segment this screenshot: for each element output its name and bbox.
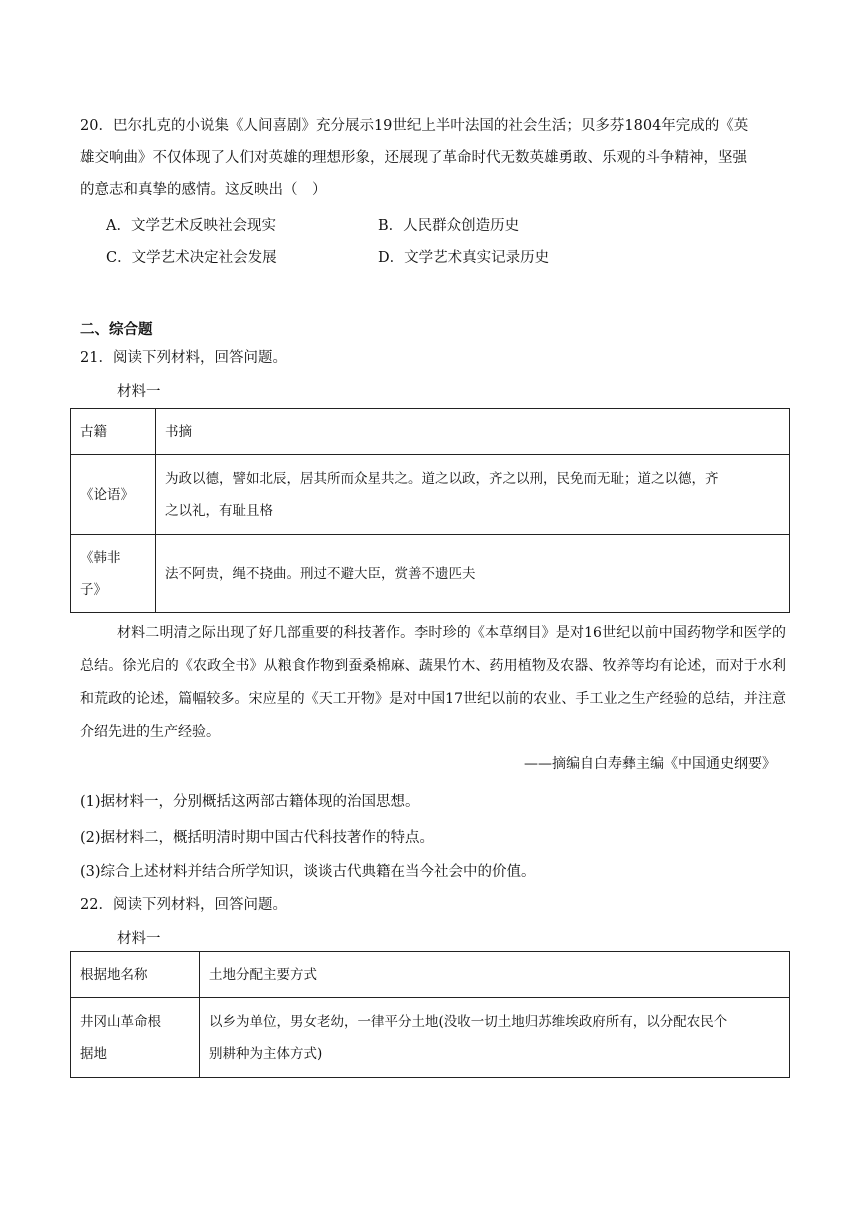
table-row bbox=[71, 952, 790, 998]
q21-subquestion-2: (2)据材料二，概括明清时期中国古代科技著作的特点。 bbox=[80, 830, 435, 846]
policy-line: 以乡为单位，男女老幼，一律平分土地(没收一切土地归苏维埃政府所有，以分配农民个 bbox=[209, 1013, 728, 1030]
options-row-1 bbox=[106, 210, 706, 242]
q21-material-1-table bbox=[70, 408, 790, 613]
question-22-head: 22．阅读下列材料，回答问题。 bbox=[80, 897, 287, 913]
name-line: 井冈山革命根 bbox=[80, 1013, 161, 1030]
table-cell-excerpt bbox=[156, 455, 790, 535]
excerpt-line: 为政以德，譬如北辰，居其所而众星共之。道之以政，齐之以刑，民免而无耻；道之以德，齐 bbox=[165, 470, 719, 487]
question-20-stem bbox=[80, 110, 785, 206]
option-d[interactable]: D．文学艺术真实记录历史 bbox=[378, 250, 550, 266]
table-cell-book bbox=[71, 535, 156, 613]
section-title: 二、综合题 bbox=[80, 322, 153, 338]
q20-line-3: 的意志和真挚的感情。这反映出（ ） bbox=[80, 182, 327, 198]
question-21-head: 21．阅读下列材料，回答问题。 bbox=[80, 350, 287, 366]
table-cell-base-name bbox=[71, 998, 200, 1078]
q21-source-citation: ——摘编自白寿彝主编《中国通史纲要》 bbox=[524, 756, 776, 772]
options-row-2 bbox=[106, 242, 706, 274]
q22-material-1-table bbox=[70, 951, 790, 1078]
q20-line-1: 20．巴尔扎克的小说集《人间喜剧》充分展示19世纪上半叶法国的社会生活；贝多芬1804年完成的《英 bbox=[80, 118, 749, 134]
table-cell-excerpt: 法不阿贵，绳不挠曲。刑过不避大臣，赏善不遗匹夫 bbox=[156, 535, 790, 613]
q21-subquestion-1: (1)据材料一，分别概括这两部古籍体现的治国思想。 bbox=[80, 794, 420, 810]
excerpt-line: 之以礼，有耻且格 bbox=[165, 502, 273, 519]
option-c[interactable]: C．文学艺术决定社会发展 bbox=[106, 250, 277, 266]
option-a[interactable]: A．文学艺术反映社会现实 bbox=[106, 218, 276, 234]
q21-material-1-label: 材料一 bbox=[117, 384, 161, 400]
table-header-cell: 土地分配主要方式 bbox=[200, 952, 790, 998]
table-header-cell: 古籍 bbox=[71, 409, 156, 455]
table-cell-land-policy bbox=[200, 998, 790, 1078]
table-row bbox=[71, 455, 790, 535]
q21-subquestion-3: (3)综合上述材料并结合所学知识，谈谈古代典籍在当今社会中的价值。 bbox=[80, 864, 536, 880]
table-row bbox=[71, 998, 790, 1078]
q22-material-1-label: 材料一 bbox=[117, 931, 161, 947]
book-line: 子》 bbox=[80, 581, 107, 598]
table-header-cell: 书摘 bbox=[156, 409, 790, 455]
q20-line-2: 雄交响曲》不仅体现了人们对英雄的理想形象，还展现了革命时代无数英雄勇敢、乐观的斗争精神，坚强 bbox=[80, 150, 747, 166]
name-line: 据地 bbox=[80, 1045, 107, 1062]
table-header-cell: 根据地名称 bbox=[71, 952, 200, 998]
policy-line: 别耕种为主体方式) bbox=[209, 1045, 323, 1062]
table-row bbox=[71, 535, 790, 613]
option-b[interactable]: B．人民群众创造历史 bbox=[378, 218, 520, 234]
q21-material-2: 材料二明清之际出现了好几部重要的科技著作。李时珍的《本草纲目》是对16世纪以前中国药物学和医学的总结。徐光启的《农政全书》从粮食作物到蚕桑棉麻、蔬果竹木、药用植物及农器、牧养等均有论述，而对于水利和荒政的论述，篇幅较多。宋应星的《天工开物》是对中国17世纪以前的农业、手工业之生产经验的总结，并注意介绍先进的生产经验。 bbox=[80, 625, 786, 740]
book-line: 《韩非 bbox=[80, 549, 121, 566]
table-row bbox=[71, 409, 790, 455]
question-20-options bbox=[106, 210, 706, 274]
table-cell-book: 《论语》 bbox=[71, 455, 156, 535]
